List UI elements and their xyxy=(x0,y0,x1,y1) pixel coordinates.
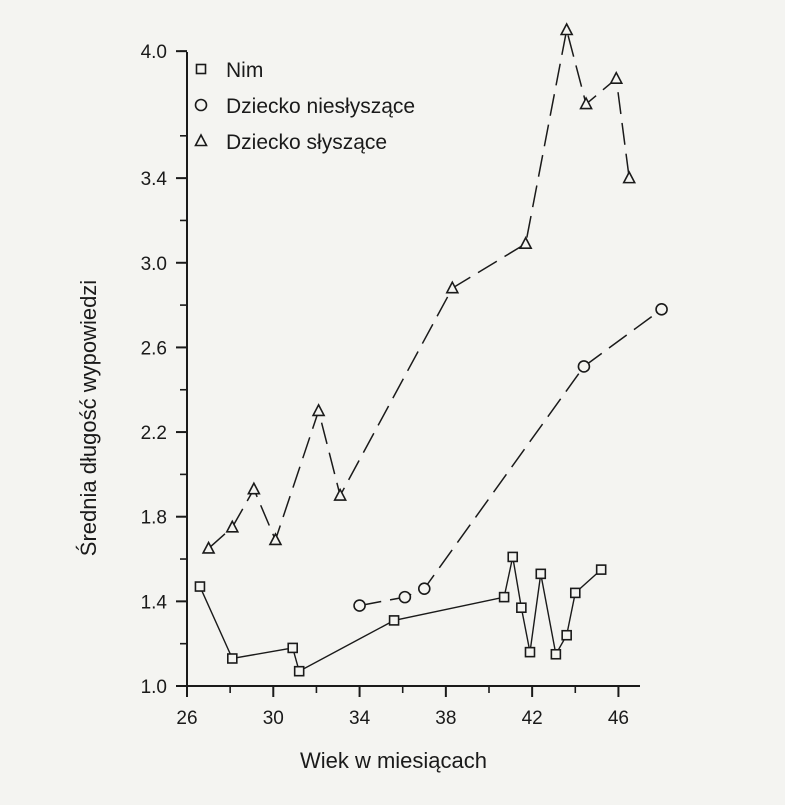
data-point xyxy=(195,582,204,591)
y-tick-label: 3.4 xyxy=(140,169,167,191)
legend-marker xyxy=(196,100,207,111)
data-point xyxy=(525,648,534,657)
data-point xyxy=(227,521,238,532)
legend-marker xyxy=(197,65,206,74)
x-tick-label: 38 xyxy=(435,708,457,729)
data-point xyxy=(611,73,622,84)
data-point xyxy=(419,583,430,594)
data-point xyxy=(500,593,509,602)
y-tick-label: 4.0 xyxy=(140,42,167,64)
data-point xyxy=(228,654,237,663)
legend xyxy=(196,59,416,154)
data-point xyxy=(288,643,297,652)
y-tick-label: 2.2 xyxy=(140,423,167,445)
data-point xyxy=(562,631,571,640)
legend-label: Nim xyxy=(226,59,264,82)
data-point xyxy=(581,98,592,109)
y-tick-label: 3.0 xyxy=(140,253,167,275)
data-point xyxy=(624,172,635,183)
data-point xyxy=(517,603,526,612)
data-point xyxy=(313,405,324,416)
x-tick-label: 30 xyxy=(262,708,284,729)
data-point xyxy=(578,361,589,372)
data-point xyxy=(354,600,365,611)
data-point xyxy=(520,238,531,249)
y-tick-label: 1.0 xyxy=(140,677,167,698)
data-point xyxy=(536,569,545,578)
y-tick-label: 1.4 xyxy=(140,592,167,614)
legend-marker xyxy=(196,135,207,146)
data-point xyxy=(295,667,304,676)
series-layer xyxy=(195,24,667,676)
data-point xyxy=(508,552,517,561)
data-point xyxy=(656,304,667,315)
data-point xyxy=(447,282,458,293)
data-point xyxy=(270,534,281,545)
y-axis-label: Średnia długość wypowiedzi xyxy=(76,279,101,557)
series-square xyxy=(195,552,605,675)
data-point xyxy=(561,24,572,35)
x-axis-label: Wiek w miesiącach xyxy=(299,748,488,773)
x-tick-label: 34 xyxy=(349,708,371,729)
y-tick-label: 2.6 xyxy=(140,338,167,360)
data-point xyxy=(571,588,580,597)
data-point xyxy=(390,616,399,625)
x-tick-label: 26 xyxy=(176,708,198,729)
data-point xyxy=(335,490,346,501)
legend-label: Dziecko słyszące xyxy=(226,131,388,154)
y-tick-label: 1.8 xyxy=(140,507,167,529)
data-point xyxy=(597,565,606,574)
x-tick-label: 46 xyxy=(607,708,629,729)
data-point xyxy=(551,650,560,659)
axes xyxy=(141,42,640,729)
x-tick-label: 42 xyxy=(521,708,543,729)
legend-label: Dziecko niesłyszące xyxy=(226,95,416,118)
data-point xyxy=(399,592,410,603)
data-point xyxy=(248,483,259,494)
